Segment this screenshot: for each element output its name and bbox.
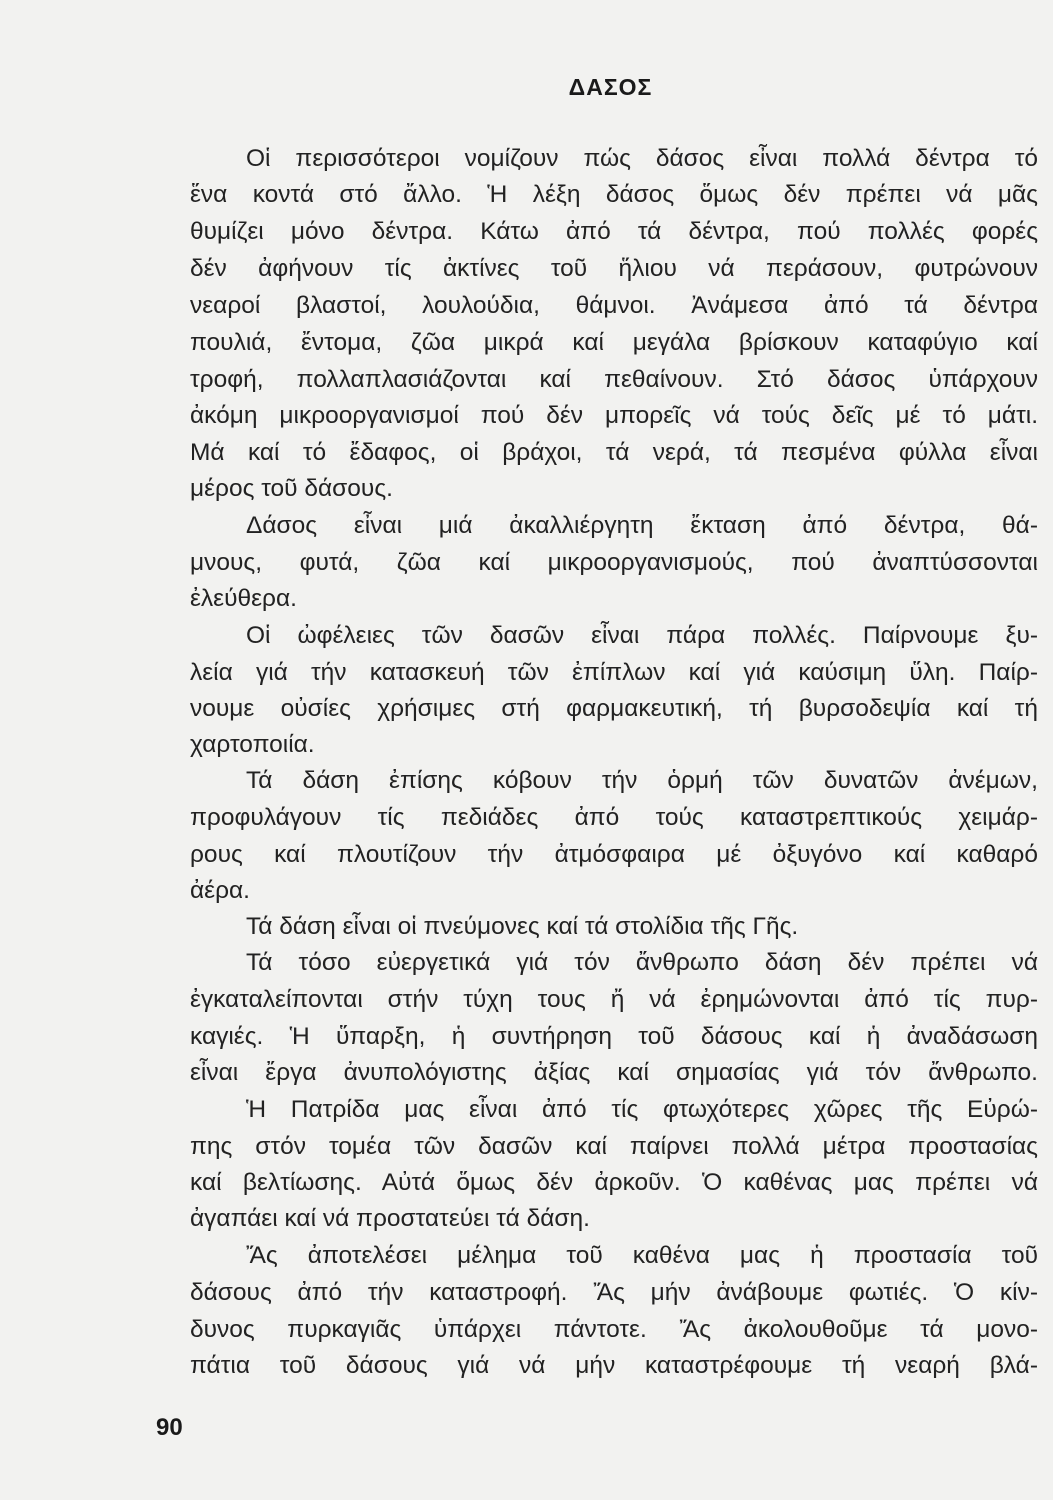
text-line: δυνος πυρκαγιᾶς ὑπάρχει πάντοτε. Ἄς ἀκολουθοῦμε τά μονο- (190, 1316, 1038, 1343)
text-line: τροφή, πολλαπλασιάζονται καί πεθαίνουν. Στό δάσος ὑπάρχουν (190, 366, 1038, 393)
text-line: λεία γιά τήν κατασκευή τῶν ἐπίπλων καί γιά καύσιμη ὕλη. Παίρ- (190, 659, 1038, 686)
text-line: Τά δάση ἐπίσης κόβουν τήν ὁρμή τῶν δυνατῶν ἀνέμων, (246, 767, 1038, 794)
text-line: ἐλεύθερα. (190, 585, 297, 612)
text-line: νουμε οὐσίες χρήσιμες στή φαρμακευτική, τή βυρσοδεψία καί τή (190, 695, 1038, 722)
text-line: δέν ἀφήνουν τίς ἀκτίνες τοῦ ἥλιου νά περάσουν, φυτρώνουν (190, 255, 1038, 282)
text-line: πάτια τοῦ δάσους γιά νά μήν καταστρέφουμε τή νεαρή βλά- (190, 1352, 1038, 1379)
text-line: Τά δάση εἶναι οἱ πνεύμονες καί τά στολίδια τῆς Γῆς. (246, 913, 799, 940)
text-line: ἀέρα. (190, 877, 250, 904)
text-line: Ἄς ἀποτελέσει μέλημα τοῦ καθένα μας ἡ προστασία τοῦ (246, 1242, 1038, 1269)
page-number: 90 (156, 1414, 183, 1441)
text-line: καί βελτίωσης. Αὐτά ὅμως δέν ἀρκοῦν. Ὁ καθένας μας πρέπει νά (190, 1169, 1038, 1196)
text-line: ἀγαπάει καί νά προστατεύει τά δάση. (190, 1205, 590, 1232)
text-line: μνους, φυτά, ζῶα καί μικροοργανισμούς, πού ἀναπτύσσονται (190, 549, 1038, 576)
text-line: θυμίζει μόνο δέντρα. Κάτω ἀπό τά δέντρα, πού πολλές φορές (190, 218, 1038, 245)
text-line: ἕνα κοντά στό ἄλλο. Ἡ λέξη δάσος ὅμως δέν πρέπει νά μᾶς (190, 181, 1038, 208)
text-line: Δάσος εἶναι μιά ἀκαλλιέργητη ἔκταση ἀπό δέντρα, θά- (246, 512, 1038, 539)
text-line: προφυλάγουν τίς πεδιάδες ἀπό τούς καταστρεπτικούς χειμάρ- (190, 804, 1038, 831)
text-line: Ἡ Πατρίδα μας εἶναι ἀπό τίς φτωχότερες χῶρες τῆς Εὐρώ- (246, 1096, 1038, 1123)
text-line: ἀκόμη μικροοργανισμοί πού δέν μπορεῖς νά τούς δεῖς μέ τό μάτι. (190, 402, 1038, 429)
text-line: εἶναι ἔργα ἀνυπολόγιστης ἀξίας καί σημασίας γιά τόν ἄνθρωπο. (190, 1059, 1038, 1086)
text-line: Οἱ περισσότεροι νομίζουν πώς δάσος εἶναι πολλά δέντρα τό (246, 145, 1038, 172)
text-line: Οἱ ὠφέλειες τῶν δασῶν εἶναι πάρα πολλές. Παίρνουμε ξυ- (246, 622, 1038, 649)
text-line: μέρος τοῦ δάσους. (190, 475, 393, 502)
page-title: ΔΑΣΟΣ (568, 74, 653, 100)
text-line: πουλιά, ἔντομα, ζῶα μικρά καί μεγάλα βρίσκουν καταφύγιο καί (190, 329, 1038, 356)
text-line: ἐγκαταλείπονται στήν τύχη τους ἤ νά ἐρημώνονται ἀπό τίς πυρ- (190, 986, 1038, 1013)
text-line: χαρτοποιία. (190, 731, 315, 758)
text-line: πης στόν τομέα τῶν δασῶν καί παίρνει πολλά μέτρα προστασίας (190, 1133, 1038, 1160)
text-line: καγιές. Ἡ ὕπαρξη, ἡ συντήρηση τοῦ δάσους καί ἡ ἀναδάσωση (190, 1023, 1038, 1050)
text-line: ρους καί πλουτίζουν τήν ἀτμόσφαιρα μέ ὀξυγόνο καί καθαρό (190, 841, 1038, 868)
text-line: Τά τόσο εὐεργετικά γιά τόν ἄνθρωπο δάση δέν πρέπει νά (246, 949, 1038, 976)
text-line: νεαροί βλαστοί, λουλούδια, θάμνοι. Ἀνάμεσα ἀπό τά δέντρα (190, 292, 1038, 319)
text-line: Μά καί τό ἔδαφος, οἱ βράχοι, τά νερά, τά πεσμένα φύλλα εἶναι (190, 439, 1038, 466)
text-line: δάσους ἀπό τήν καταστροφή. Ἄς μήν ἀνάβουμε φωτιές. Ὁ κίν- (190, 1279, 1038, 1306)
